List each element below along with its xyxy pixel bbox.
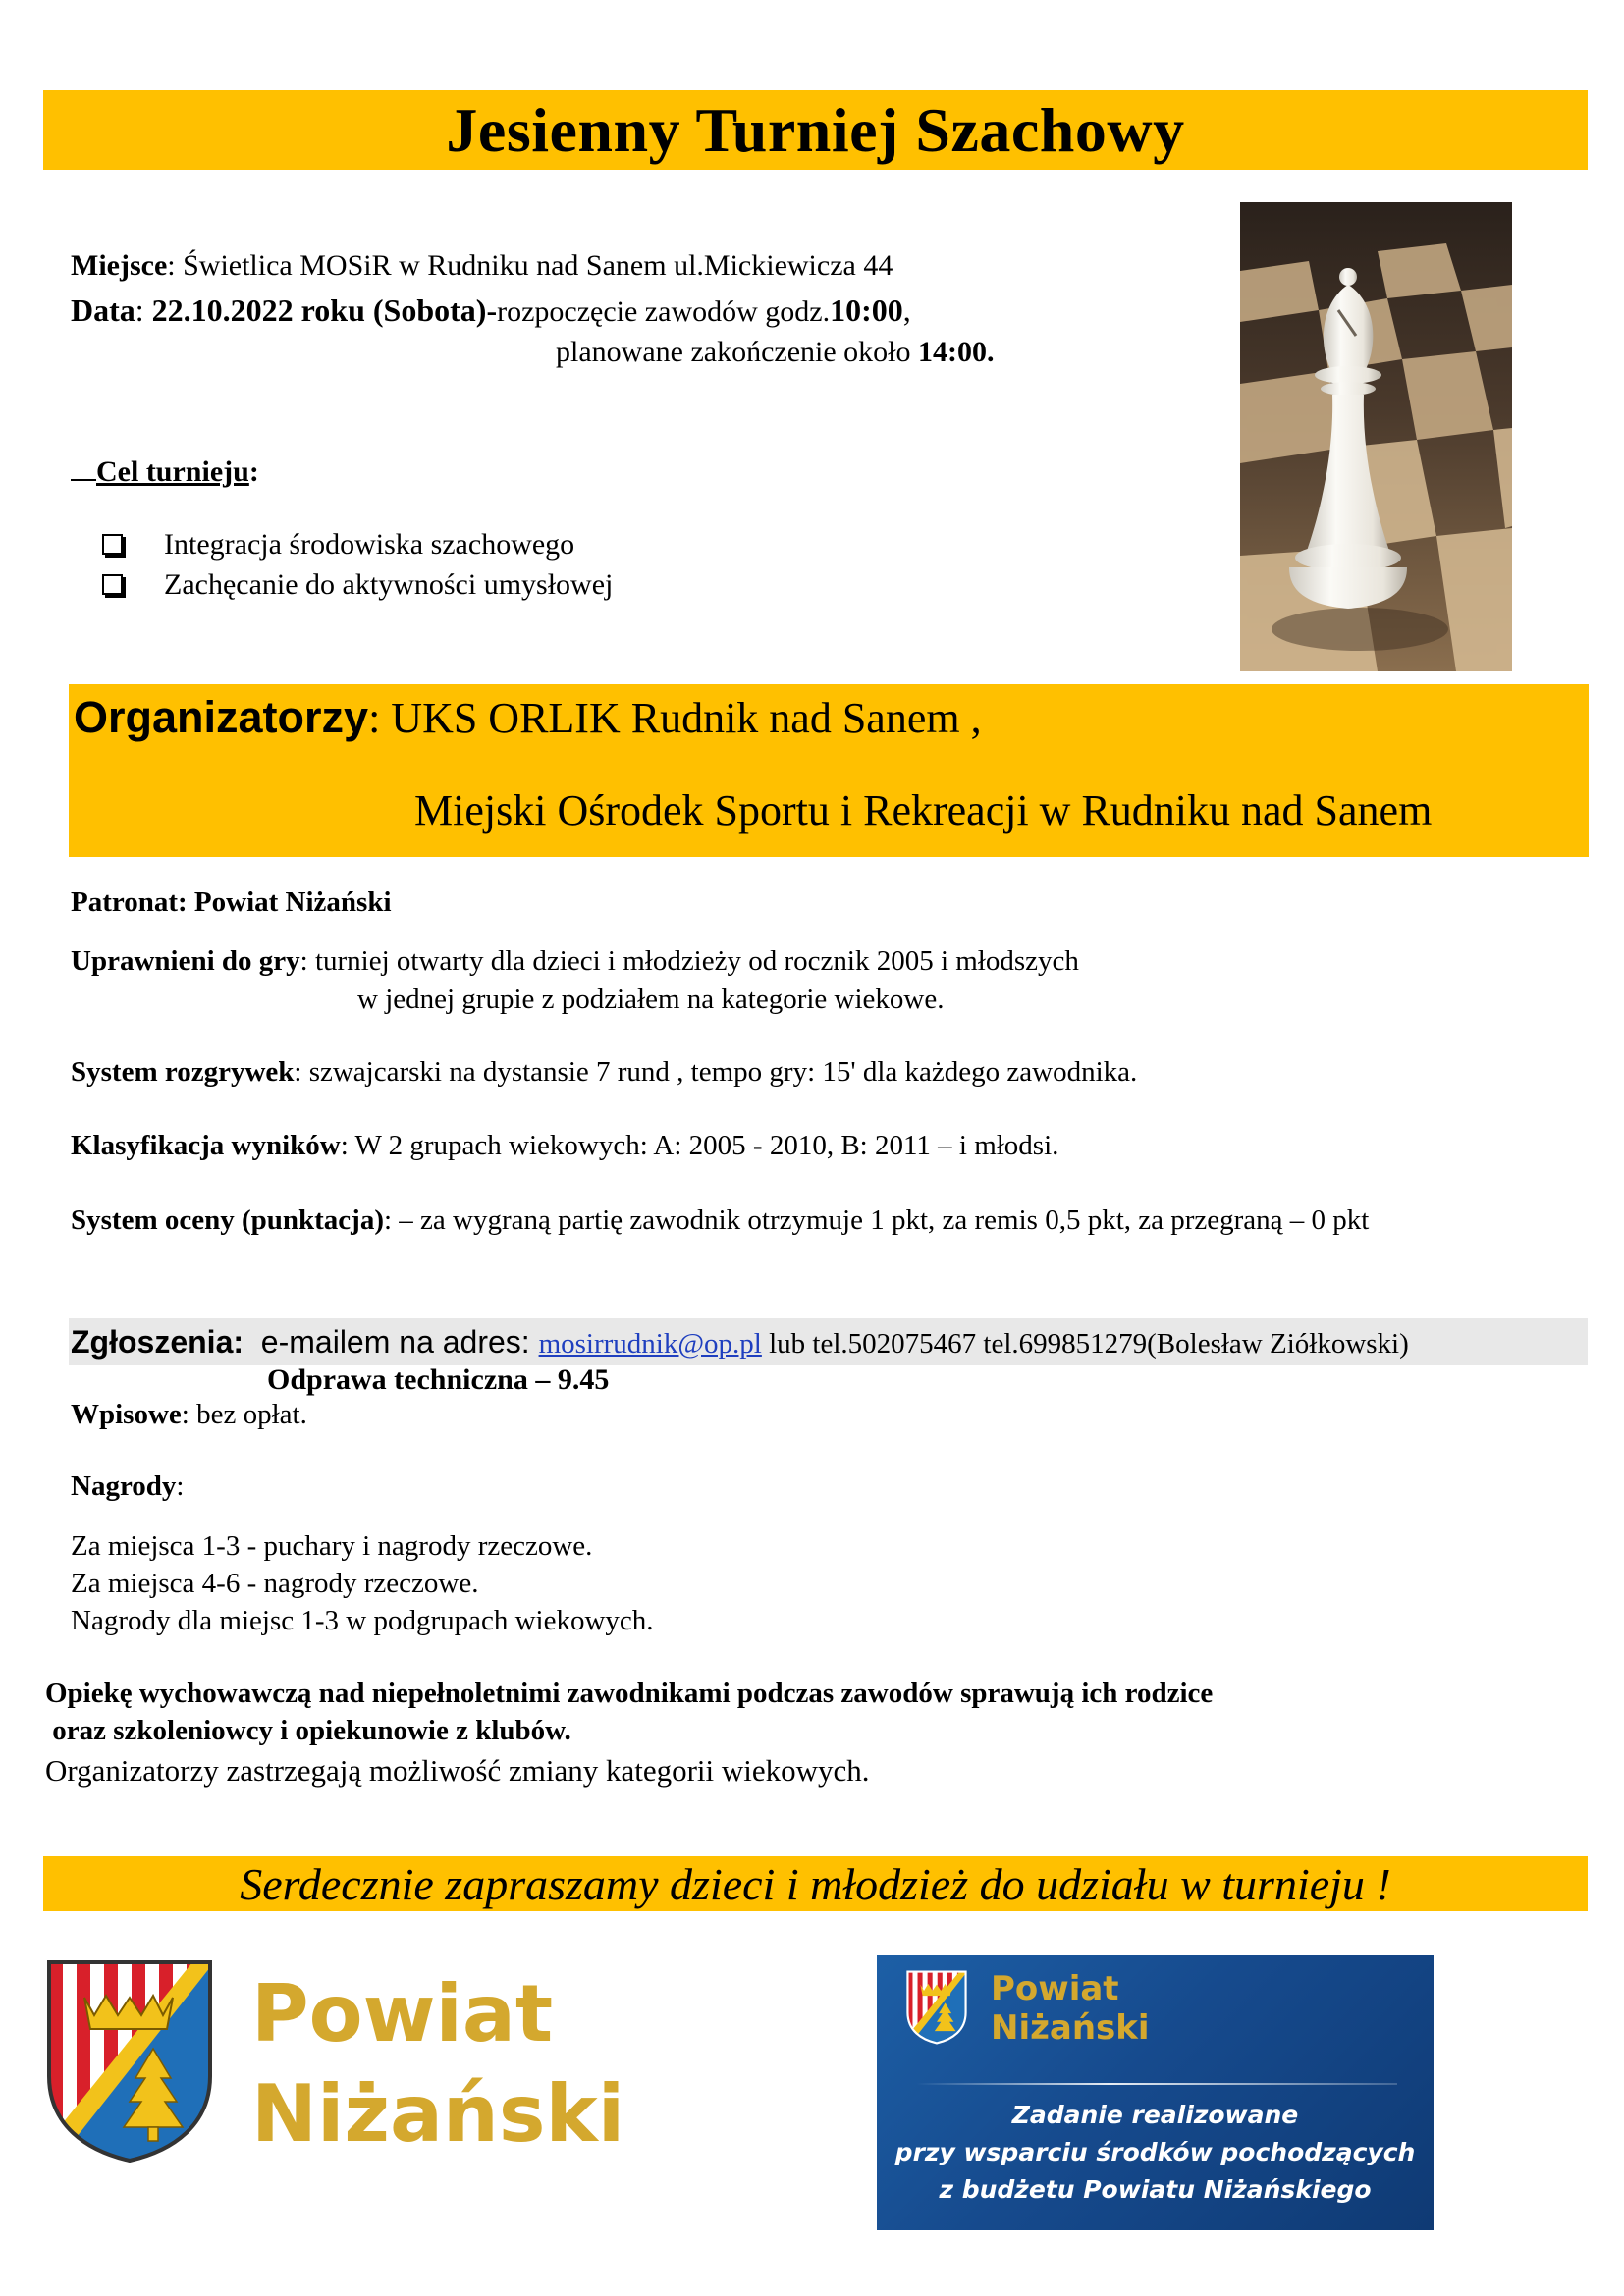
- logo-left-line-2: Niżański: [251, 2068, 625, 2160]
- checkbox-icon: [102, 534, 123, 555]
- support-banner: [877, 1955, 1434, 2230]
- banner-title-2: Niżański: [991, 2008, 1150, 2048]
- date-day: 22.10.2022 roku (Sobota)-: [151, 293, 498, 328]
- briefing: Odprawa techniczna – 9.45: [267, 1363, 610, 1396]
- eligibility-line-2: w jednej grupie z podziałem na kategorie wiekowe.: [357, 984, 945, 1015]
- system-value: : szwajcarski na dystansie 7 rund , tempo gry: 15' dla każdego zawodnika.: [294, 1056, 1138, 1088]
- date-start-text: rozpoczęcie zawodów godz.: [497, 295, 831, 328]
- invitation-bar: [43, 1856, 1588, 1911]
- registration-label: Zgłoszenia:: [71, 1324, 244, 1360]
- banner-title-1: Powiat: [991, 1969, 1119, 2008]
- place-label: Miejsce: [71, 249, 168, 282]
- date-sep: :: [135, 293, 152, 328]
- goal-heading: Cel turnieju: [96, 455, 249, 488]
- prize-line: Za miejsca 4-6 - nagrody rzeczowe.: [71, 1568, 479, 1599]
- fee-label: Wpisowe: [71, 1399, 182, 1430]
- date-start-time: 10:00: [830, 293, 903, 328]
- organizers-line-1-text: : UKS ORLIK Rudnik nad Sanem ,: [368, 694, 982, 742]
- prize-line: Za miejsca 1-3 - puchary i nagrody rzeczowe.: [71, 1530, 593, 1562]
- page-title: Jesienny Turniej Szachowy: [446, 94, 1185, 165]
- registration-email-link[interactable]: mosirrudnik@op.pl: [538, 1328, 762, 1360]
- goal-item-text: Zachęcanie do aktywności umysłowej: [164, 568, 614, 601]
- eligibility-line-1: [71, 942, 1079, 980]
- care-line-3: Organizatorzy zastrzegają możliwość zmiany kategorii wiekowych.: [45, 1753, 870, 1788]
- organizers-label: Organizatorzy: [74, 692, 369, 742]
- checkbox-icon: [102, 574, 123, 595]
- fee-line: [71, 1396, 307, 1433]
- care-line-2: oraz szkoleniowcy i opiekunowie z klubów.: [45, 1715, 571, 1746]
- classification-label: Klasyfikacja wyników: [71, 1130, 341, 1161]
- registration-phones: lub tel.502075467 tel.699851279(Bolesław Ziółkowski): [761, 1328, 1409, 1360]
- system-line: [71, 1053, 1137, 1091]
- date-end-time: 14:00.: [918, 336, 995, 368]
- invitation-text: Serdecznie zapraszamy dzieci i młodzież do udziału w turnieju !: [240, 1858, 1391, 1909]
- place-line: [71, 247, 893, 285]
- goal-colon: :: [248, 455, 259, 488]
- banner-text-line: przy wsparciu środków pochodzących: [894, 2138, 1416, 2166]
- banner-text-line: Zadanie realizowane: [1011, 2101, 1299, 2129]
- coat-of-arms-icon: [906, 1969, 967, 2046]
- organizers-line-1: [74, 692, 982, 743]
- goal-item: [102, 526, 574, 563]
- scoring-label: System oceny (punktacja): [71, 1204, 384, 1236]
- prizes-heading-line: [71, 1468, 184, 1505]
- date-line: [71, 291, 911, 332]
- care-line-1: Opiekę wychowawczą nad niepełnoletnimi zawodnikami podczas zawodów sprawują ich rodzice: [45, 1678, 1214, 1709]
- fee-value: : bez opłat.: [181, 1399, 307, 1430]
- date-end-line: [556, 334, 995, 371]
- eligibility-label: Uprawnieni do gry: [71, 945, 300, 977]
- chess-bishop-image: [1240, 202, 1512, 671]
- coat-of-arms-icon: [45, 1958, 214, 2164]
- scoring-value: : – za wygraną partię zawodnik otrzymuje 1 pkt, za remis 0,5 pkt, za przegraną – 0 pkt: [384, 1204, 1370, 1236]
- date-comma: ,: [902, 293, 911, 328]
- title-bar: [43, 90, 1588, 170]
- place-value: : Świetlica MOSiR w Rudniku nad Sanem ul.Mickiewicza 44: [167, 249, 893, 282]
- banner-text-line: z budżetu Powiatu Niżańskiego: [939, 2175, 1372, 2204]
- banner-divider: [916, 2083, 1397, 2085]
- logo-left-line-1: Powiat: [251, 1968, 554, 2059]
- classification-line: [71, 1127, 1058, 1164]
- prizes-heading: Nagrody: [71, 1470, 177, 1502]
- prizes-colon: :: [176, 1470, 185, 1502]
- classification-value: : W 2 grupach wiekowych: A: 2005 - 2010, B: 2011 – i młodsi.: [340, 1130, 1059, 1161]
- goal-heading-line: [71, 452, 259, 491]
- registration-email-prefix: e-mailem na adres:: [244, 1324, 539, 1360]
- organizers-box: [69, 684, 1589, 857]
- registration-line: [69, 1318, 1588, 1365]
- organizers-line-2: Miejski Ośrodek Sportu i Rekreacji w Rudniku nad Sanem: [414, 786, 1433, 834]
- eligibility-text: : turniej otwarty dla dzieci i młodzieży od rocznik 2005 i młodszych: [299, 945, 1079, 977]
- date-label: Data: [71, 293, 135, 328]
- prize-line: Nagrody dla miejsc 1-3 w podgrupach wiekowych.: [71, 1605, 654, 1636]
- patronage: Patronat: Powiat Niżański: [71, 886, 392, 918]
- goal-item: [102, 566, 613, 604]
- goal-item-text: Integracja środowiska szachowego: [164, 528, 575, 561]
- date-end-text: planowane zakończenie około: [556, 336, 919, 368]
- scoring-line: [71, 1201, 1369, 1239]
- system-label: System rozgrywek: [71, 1056, 295, 1088]
